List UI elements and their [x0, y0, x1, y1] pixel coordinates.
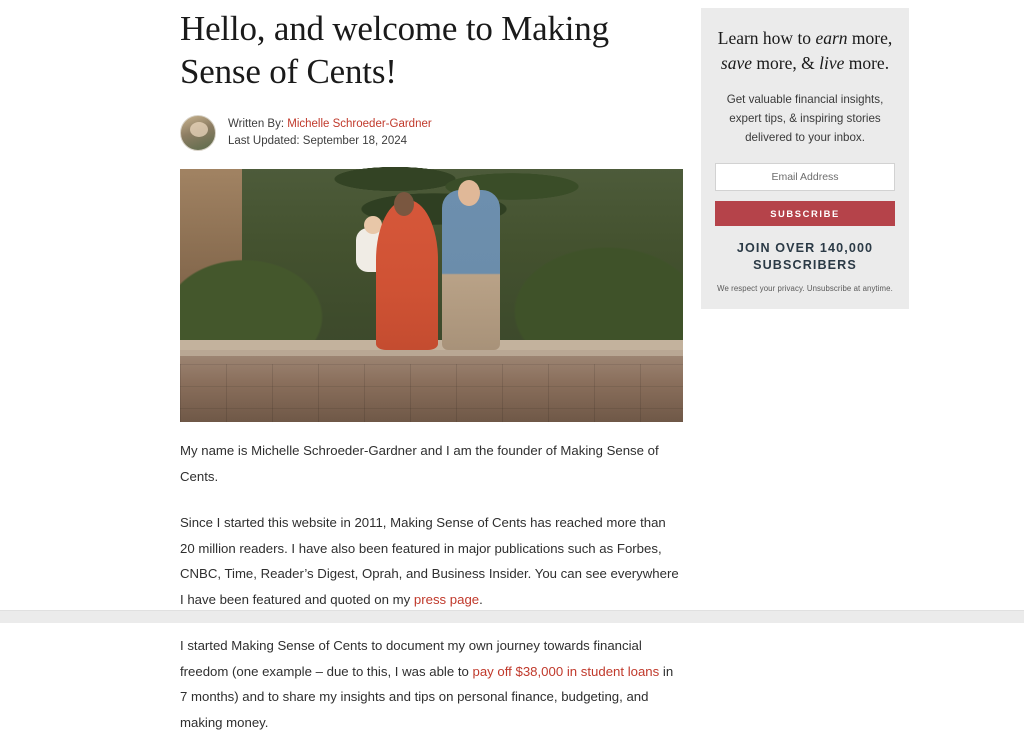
article-body [180, 438, 690, 735]
bottom-bar [0, 610, 1024, 623]
man-figure [442, 190, 500, 350]
written-by-label: Written By: [228, 117, 285, 130]
avatar [180, 115, 216, 151]
newsletter-description: Get valuable financial insights, expert tips, & inspiring stories delivered to your inbox. [726, 92, 884, 144]
newsletter-signup-widget [701, 8, 909, 309]
subscribe-button[interactable]: SUBSCRIBE [715, 201, 895, 226]
article-paragraph: My name is Michelle Schroeder-Gardner and I am the founder of Making Sense of Cents. [180, 443, 659, 485]
page-title: Hello, and welcome to Making Sense of Cents! [180, 9, 609, 91]
byline [180, 115, 690, 151]
stone-wall [180, 350, 683, 422]
email-field[interactable] [715, 163, 895, 191]
article-paragraph: Since I started this website in 2011, Making Sense of Cents has reached more than 20 million readers. I have also been featured in major publications such as Forbes, CNBC, Time, Reader’s Digest, Oprah, and Business Insider. You can see everywhere I have been featured and quoted on my press page. [180, 514, 679, 608]
woman-figure [376, 200, 438, 350]
byline-text [228, 116, 432, 152]
article-paragraph: I started Making Sense of Cents to document my own journey towards financial freedom (one example – due to this, I was able to pay off $38,000 in student loans in 7 months) and to share my insights and tips on personal finance, budgeting, and making money. [180, 637, 674, 730]
hero-image [180, 169, 683, 422]
last-updated: Last Updated: September 18, 2024 [228, 135, 408, 148]
subscriber-count-line1: JOIN OVER 140,000 [736, 241, 874, 256]
subscriber-count-line2: SUBSCRIBERS [753, 258, 857, 273]
newsletter-heading: Learn how to earn more, save more, & live more. [717, 28, 893, 73]
inline-link[interactable]: pay off $38,000 in student loans [472, 663, 660, 679]
privacy-note: We respect your privacy. Unsubscribe at anytime. [717, 284, 893, 294]
author-link[interactable]: Michelle Schroeder-Gardner [287, 117, 432, 130]
inline-link[interactable]: press page [413, 592, 480, 608]
subscriber-count [715, 240, 895, 274]
